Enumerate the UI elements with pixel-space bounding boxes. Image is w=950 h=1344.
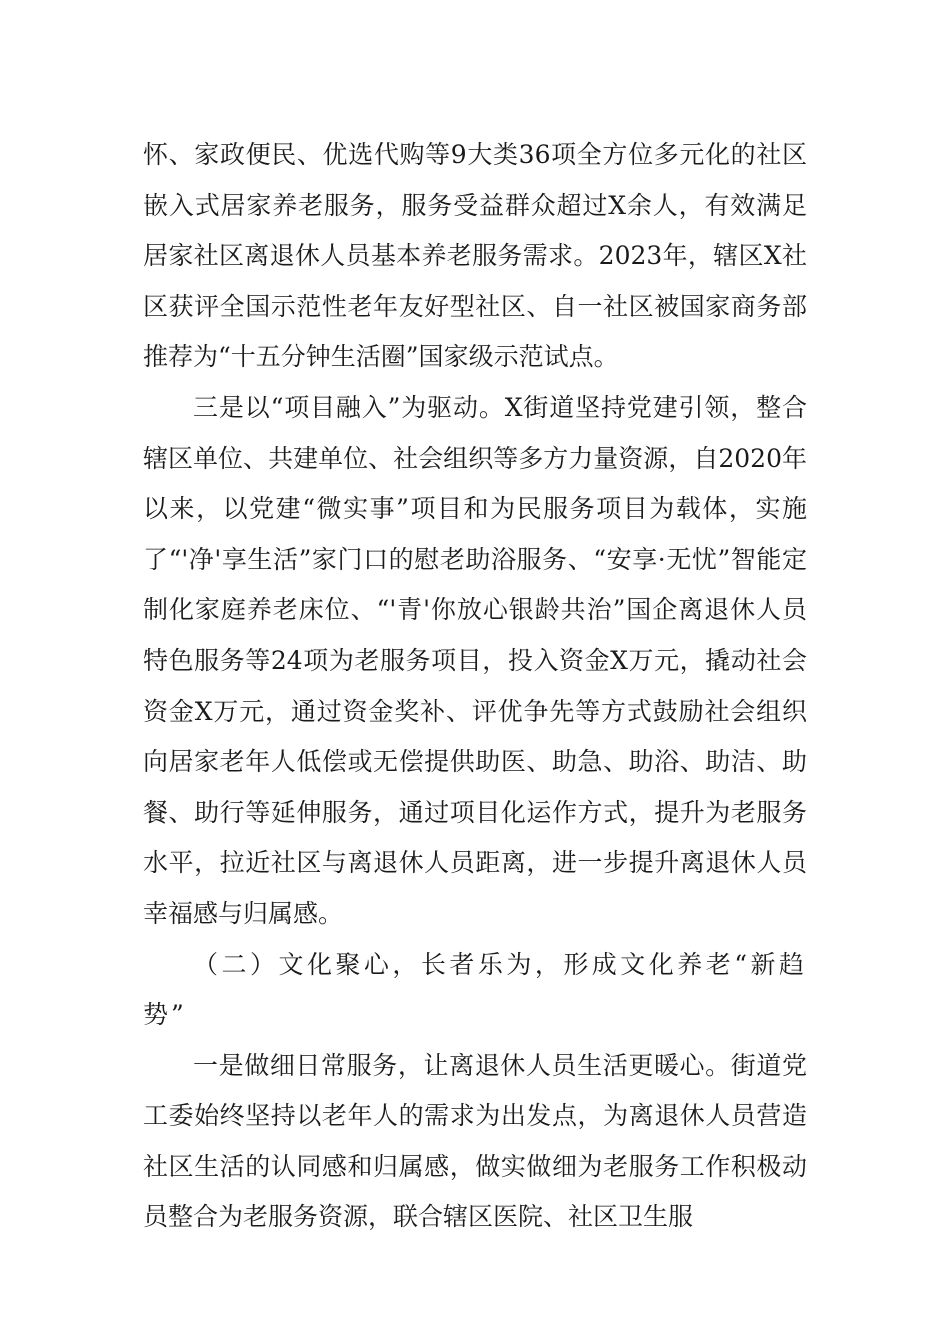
document-page [143,130,807,1243]
paragraph-daily-service: 一是做细日常服务，让离退休人员生活更暖心。街道党工委始终坚持以老年人的需求为出发点，为离退休人员营造社区生活的认同感和归属感，做实做细为老服务工作积极动员整合为老服务资源，联合辖区医院、社区卫生服 [143,1050,807,1232]
paragraph-project-integration: 三是以“项目融入”为驱动。X街道坚持党建引领，整合辖区单位、共建单位、社会组织等多方力量资源，自2020年以来，以党建“微实事”项目和为民服务项目为载体，实施了“'净'享生活”家门口的慰老助浴服务、“安享·无忧”智能定制化家庭养老床位、“'青'你放心银龄共治”国企离退休人员特色服务等24项为老服务项目，投入资金X万元，撬动社会资金X万元，通过资金奖补、评优争先等方式鼓励社会组织向居家老年人低偿或无偿提供助医、助急、助浴、助洁、助餐、助行等延伸服务，通过项目化运作方式，提升为老服务水平，拉近社区与离退休人员距离，进一步提升离退休人员幸福感与归属感。 [143,392,807,928]
section-heading: （二）文化聚心，长者乐为，形成文化养老“新趋势” [143,949,807,1030]
paragraph-continuation: 怀、家政便民、优选代购等9大类36项全方位多元化的社区嵌入式居家养老服务，服务受益群众超过X余人，有效满足居家社区离退休人员基本养老服务需求。2023年，辖区X社区获评全国示范性老年友好型社区、自一社区被国家商务部推荐为“十五分钟生活圈”国家级示范试点。 [143,140,807,372]
